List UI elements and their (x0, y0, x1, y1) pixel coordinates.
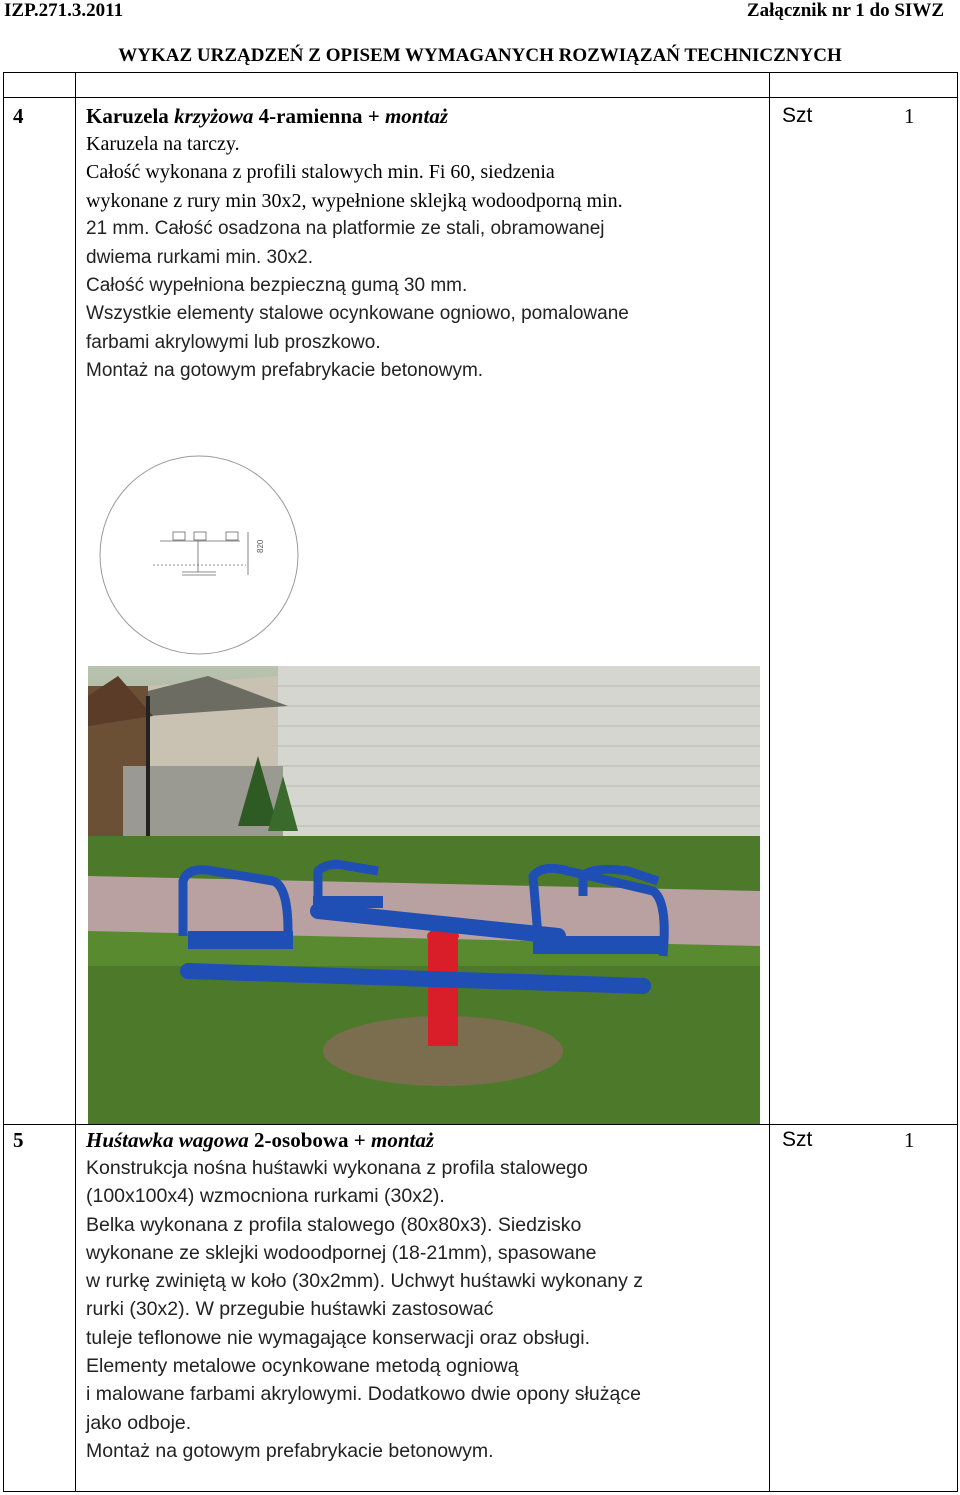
item-description: Karuzela na tarczy. Całość wykonana z profili stalowych min. Fi 60, siedzenia wykonane z rury min 30x2, wypełnione sklejką wodoodporną min. 21 mm. Całość osadzona na platformie ze stali, obramowanej dwiema rurkami min. 30x2. Całość wypełniona bezpieczną gumą 30 mm. Wszystkie elementy stalowe ocynkowane ogniowo, pomalowane farbami akrylowymi lub proszkowo. Montaż na gotowym prefabrykacie betonowym. (86, 133, 629, 382)
carousel-photo (88, 666, 760, 1124)
item-unit: Szt (782, 1128, 813, 1151)
page-title: WYKAZ URZĄDZEŃ Z OPISEM WYMAGANYCH ROZWIĄZAŃ TECHNICZNYCH (118, 45, 842, 66)
item-title: Karuzela krzyżowa 4-ramienna + montaż (86, 104, 448, 128)
item-quantity: 1 (904, 1128, 915, 1152)
row-divider (3, 1124, 958, 1125)
item-title: Huśtawka wagowa 2-osobowa + montaż (86, 1128, 435, 1152)
column-divider (75, 72, 76, 1492)
item-number: 5 (13, 1128, 24, 1152)
item-description: Konstrukcja nośna huśtawki wykonana z profila stalowego (100x100x4) wzmocniona rurkami (30x2). Belka wykonana z profila stalowego (80x80x3). Siedzisko wykonane ze sklejki wodoodpornej (18-21mm), spasowane w rurkę zwiniętą w koło (30x2mm). Uchwyt huśtawki wykonany z rurki (30x2). W przegubie huśtawki zastosować tuleje teflonowe nie wymagające konserwacji oraz obsługi. Elementy metalowe ocynkowane metodą ogniową i malowane farbami akrylowymi. Dodatkowo dwie opony służące jako odboje. Montaż na gotowym prefabrykacie betonowym. (86, 1157, 644, 1462)
document-reference: IZP.271.3.2011 (4, 0, 124, 21)
annex-label: Załącznik nr 1 do SIWZ (746, 0, 944, 21)
item-unit: Szt (782, 104, 813, 127)
item-quantity: 1 (904, 104, 915, 128)
dimension-label: 820 (256, 539, 265, 553)
item-number: 4 (13, 104, 24, 128)
row-divider (3, 97, 958, 98)
column-divider (769, 72, 770, 1492)
technical-drawing (98, 445, 300, 663)
